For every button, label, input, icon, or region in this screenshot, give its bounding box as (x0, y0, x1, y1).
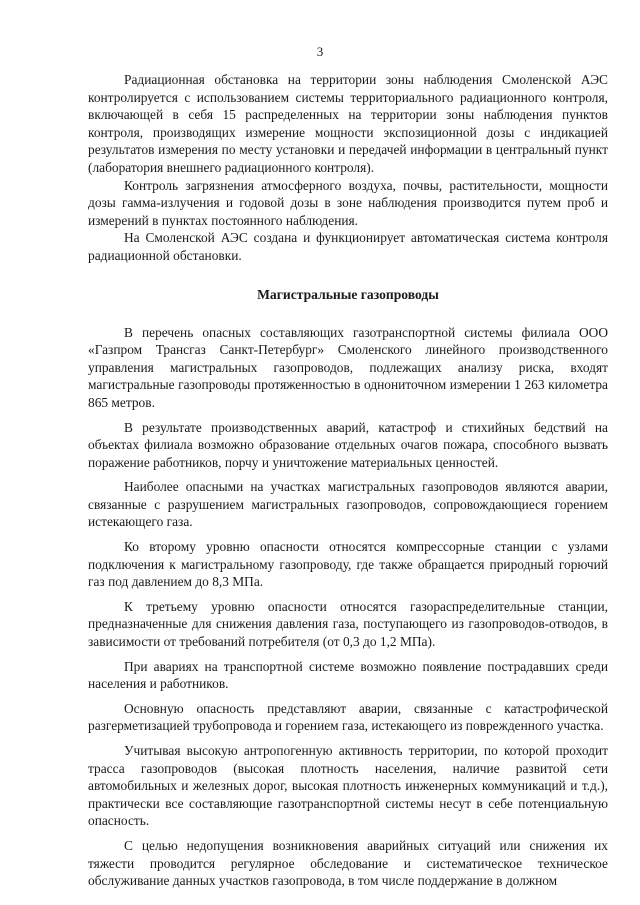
document-body (88, 71, 608, 890)
paragraph: К третьему уровню опасности относятся газораспределительные станции, предназначенные для снижения давления газа, поступающего из газопроводов-отводов, в зависимости от требований потребителя (от 0,3 до 1,2 МПа). (88, 598, 608, 650)
paragraph: Основную опасность представляют аварии, связанные с катастрофической разгерметизацией трубопровода и горением газа, истекающего из поврежденного участка. (88, 700, 608, 734)
page-number: 3 (316, 44, 324, 59)
paragraph: При авариях на транспортной системе возможно появление пострадавших среди населения и работников. (88, 658, 608, 692)
paragraph: Учитывая высокую антропогенную активность территории, по которой проходит трасса газопроводов (высокая плотность населения, наличие развитой сети автомобильных и железных дорог, высокая плотность инженерных коммуникаций и т.д.), практически все составляющие газотранспортной системы несут в себе потенциальную опасность. (88, 743, 608, 829)
paragraph: В результате производственных аварий, катастроф и стихийных бедствий на объектах филиала возможно образование отдельных очагов пожара, способного вызвать поражение работников, порчу и уничтожение материальных ценностей. (88, 419, 608, 470)
paragraph: В перечень опасных составляющих газотранспортной системы филиала ООО «Газпром Трансгаз Санкт-Петербург» Смоленского линейного производственного управления магистральных газопроводов, подлежащих анализу риска, входят магистральные газопроводы протяженностью в однониточном измерении 1 263 километра 865 метров. (88, 324, 608, 410)
paragraph: С целью недопущения возникновения аварийных ситуаций или снижения их тяжести проводится регулярное обследование и систематическое техническое обслуживание данных участков газопровода, в том числе поддержание в должном (88, 837, 608, 889)
paragraph: Радиационная обстановка на территории зоны наблюдения Смоленской АЭС контролируется с использованием системы территориального радиационного контроля, включающей в себя 15 распределенных на территории зоны наблюдения пунктов контроля, производящих измерение мощности экспозиционной дозы с индикацией результатов измерения по месту установки и передачей информации в центральный пункт (лаборатория внешнего радиационного контроля). (88, 72, 608, 175)
paragraph: Ко второму уровню опасности относятся компрессорные станции с узлами подключения к магистральному газопроводу, где также обращается природный горючий газ под давлением до 8,3 МПа. (88, 539, 608, 590)
paragraph: На Смоленской АЭС создана и функционирует автоматическая система контроля радиационной обстановки. (88, 230, 608, 263)
paragraph: Наиболее опасными на участках магистральных газопроводов являются аварии, связанные с разрушением магистральных газопроводов, сопровождающиеся горением истекающего газа. (88, 479, 608, 530)
paragraph: Контроль загрязнения атмосферного воздуха, почвы, растительности, мощности дозы гамма-излучения и годовой дозы в зоне наблюдения производится путем проб и измерений в пунктах постоянного наблюдения. (88, 177, 608, 228)
section-title: Магистральные газопроводы (257, 286, 439, 302)
